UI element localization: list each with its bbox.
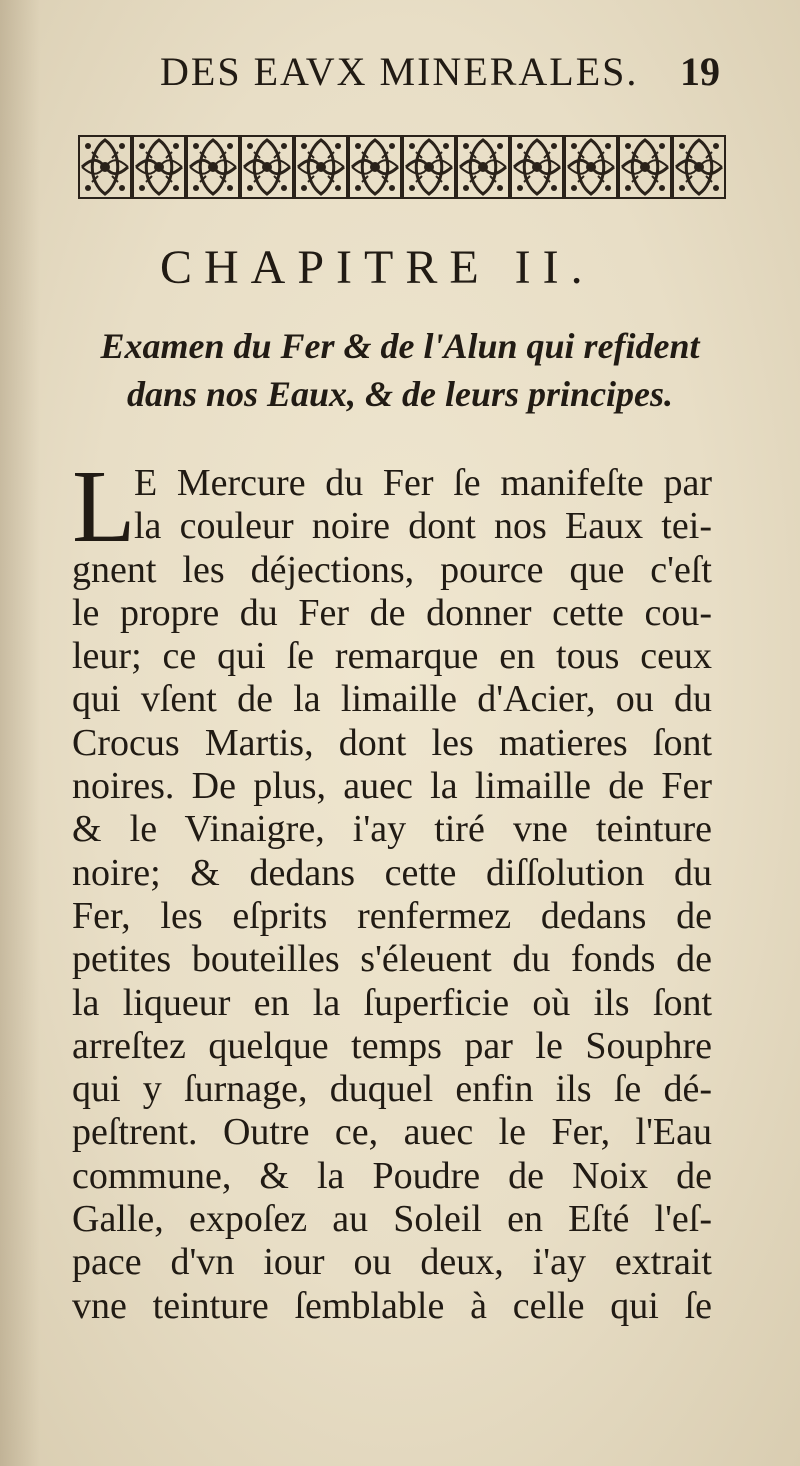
ornament-band-icon: [78, 132, 726, 202]
chapter-subtitle: [70, 322, 730, 418]
text-line: E Mercure du Fer ſe manifeſte par: [134, 462, 712, 504]
subtitle-line: Examen du Fer & de l'Alun qui refident: [100, 326, 700, 366]
text-line: & le Vinaigre, i'ay tiré vne teinture: [72, 808, 712, 851]
text-line: leur; ce qui ſe remarque en tous ceux: [72, 635, 712, 678]
running-head-title: DES EAVX MINERALES.: [160, 49, 639, 94]
text-line: Fer, les eſprits renfermez dedans de: [72, 894, 712, 937]
running-head: [160, 48, 720, 98]
text-line: pace d'vn iour ou deux, i'ay extrait: [72, 1241, 712, 1284]
text-line: la liqueur en la ſuperficie où ils ſont: [72, 981, 712, 1024]
text-line: gnent les déjections, pource que c'eſt: [72, 548, 712, 591]
text-line: qui vſent de la limaille d'Acier, ou du: [72, 678, 712, 721]
drop-cap: L: [72, 449, 136, 564]
text-line: petites bouteilles s'éleuent du fonds de: [72, 938, 712, 981]
text-line: la couleur noire dont nos Eaux tei-: [134, 505, 712, 548]
text-line: noires. De plus, auec la limaille de Fer: [72, 765, 712, 808]
text-line: commune, & la Poudre de Noix de: [72, 1154, 712, 1197]
page-number: 19: [680, 49, 720, 94]
text-line: vne teinture ſemblable à celle qui ſe: [72, 1284, 712, 1327]
body-text: [72, 449, 712, 1328]
text-line: qui y ſurnage, duquel enfin ils ſe dé-: [72, 1068, 712, 1111]
text-line: noire; & dedans cette diſſolution du: [72, 851, 712, 894]
text-line: peſtrent. Outre ce, auec le Fer, l'Eau: [72, 1111, 712, 1154]
chapter-heading: CHAPITRE II.: [160, 241, 595, 294]
text-line: le propre du Fer de donner cette cou-: [72, 591, 712, 634]
text-line: Crocus Martis, dont les matieres ſont: [72, 721, 712, 764]
subtitle-line: dans nos Eaux, & de leurs principes.: [126, 374, 674, 414]
text-line: arreſtez quelque temps par le Souphre: [72, 1024, 712, 1067]
text-line: Galle, expoſez au Soleil en Eſté l'eſ-: [72, 1198, 712, 1241]
